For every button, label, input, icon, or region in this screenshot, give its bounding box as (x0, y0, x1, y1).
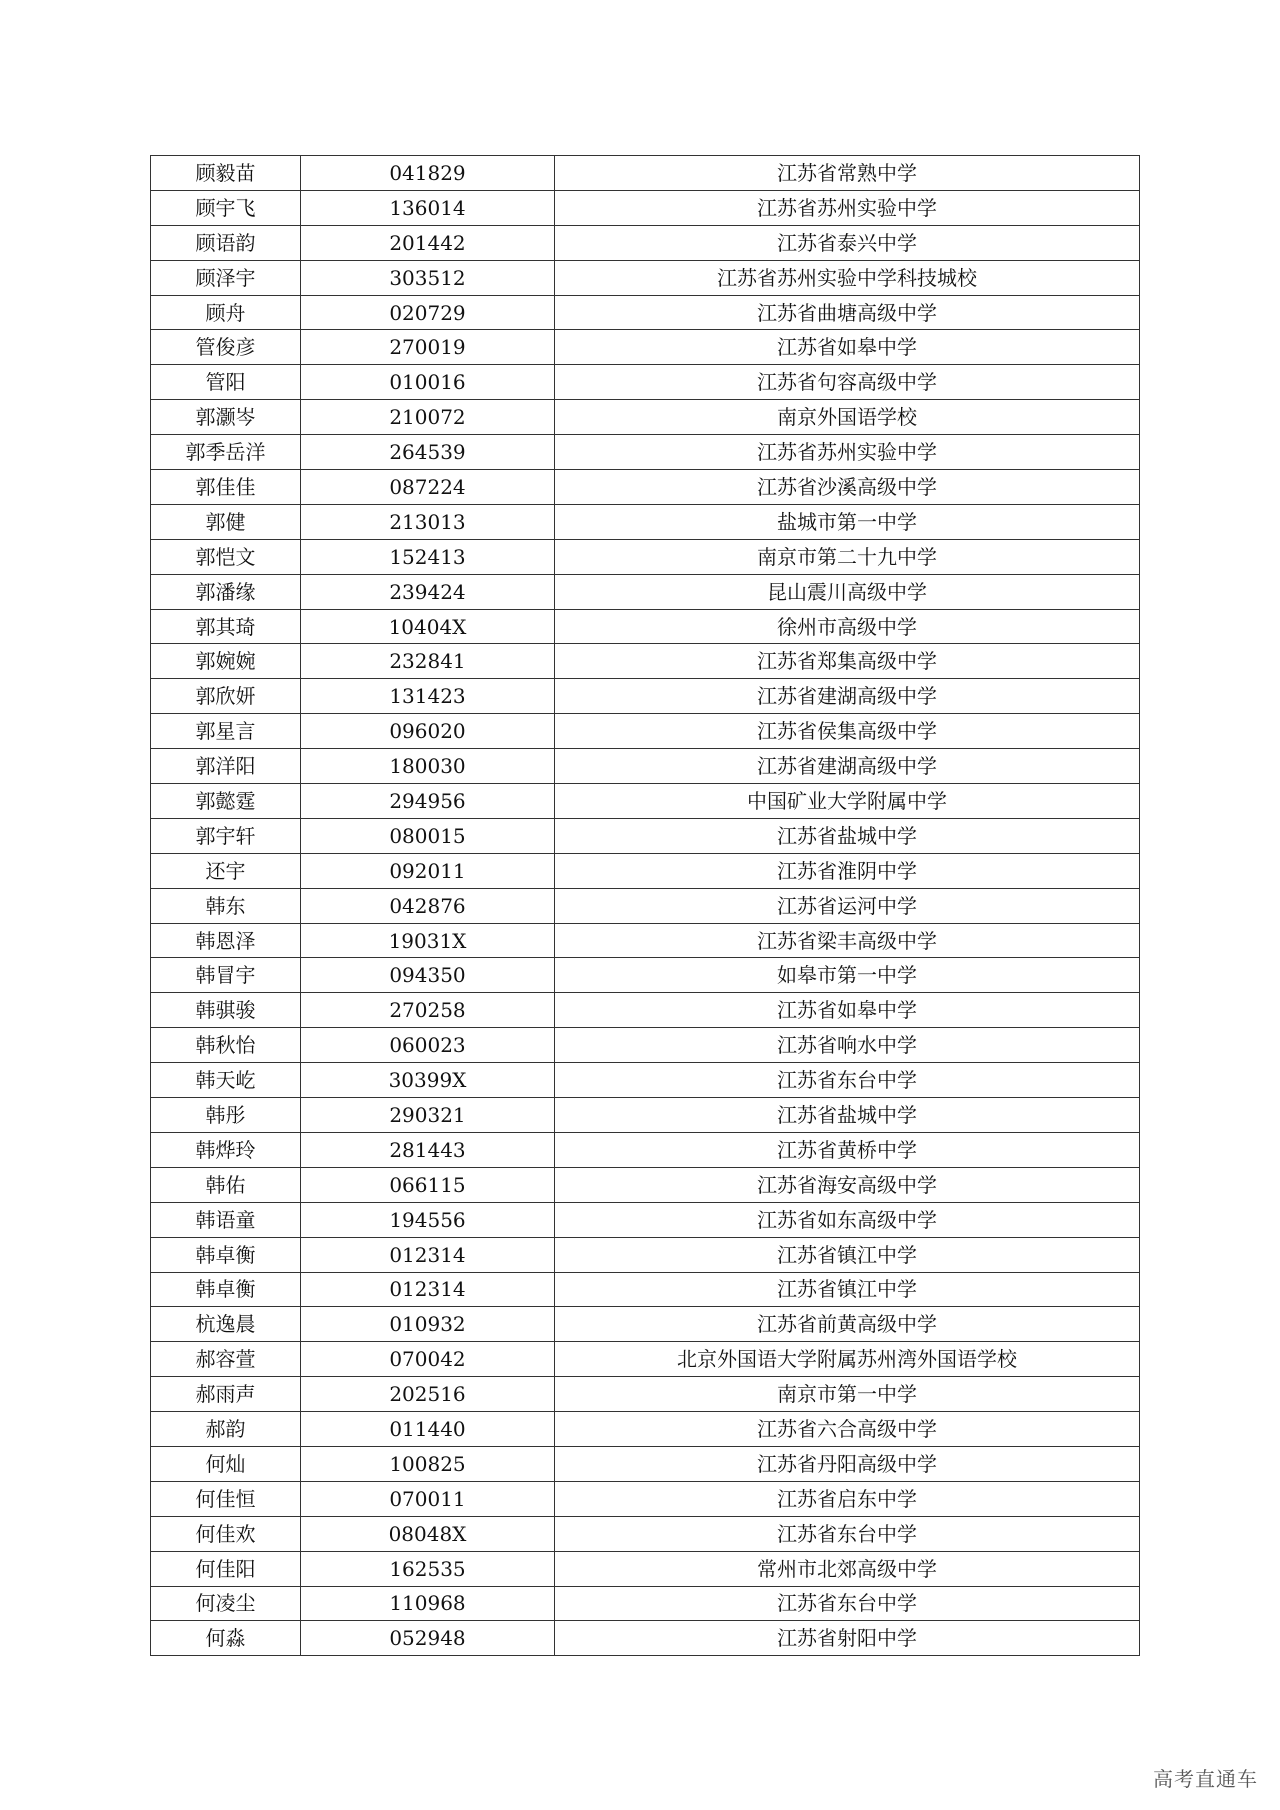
table-row (151, 784, 1140, 819)
school-name-cell: 盐城市第一中学 (555, 504, 1140, 539)
student-name-cell: 顾舟 (151, 295, 301, 330)
student-id-cell: 213013 (301, 504, 555, 539)
student-id-cell: 066115 (301, 1167, 555, 1202)
student-id-cell: 100825 (301, 1446, 555, 1481)
school-name-cell: 江苏省东台中学 (555, 1063, 1140, 1098)
school-name-cell: 江苏省六合高级中学 (555, 1412, 1140, 1447)
table-row (151, 609, 1140, 644)
school-name-cell: 江苏省射阳中学 (555, 1621, 1140, 1656)
student-id-cell: 152413 (301, 539, 555, 574)
table-row (151, 1377, 1140, 1412)
table-row (151, 260, 1140, 295)
student-name-cell: 管阳 (151, 365, 301, 400)
student-id-cell: 290321 (301, 1098, 555, 1133)
school-name-cell: 江苏省淮阴中学 (555, 853, 1140, 888)
table-row (151, 1516, 1140, 1551)
student-id-cell: 012314 (301, 1272, 555, 1307)
student-name-cell: 韩东 (151, 888, 301, 923)
school-name-cell: 江苏省东台中学 (555, 1586, 1140, 1621)
student-name-cell: 韩烨玲 (151, 1132, 301, 1167)
student-name-cell: 顾宇飞 (151, 190, 301, 225)
student-id-cell: 020729 (301, 295, 555, 330)
table-row (151, 888, 1140, 923)
table-row (151, 539, 1140, 574)
student-id-cell: 303512 (301, 260, 555, 295)
student-name-cell: 韩卓衡 (151, 1272, 301, 1307)
school-name-cell: 江苏省苏州实验中学科技城校 (555, 260, 1140, 295)
student-id-cell: 080015 (301, 818, 555, 853)
table-row (151, 1202, 1140, 1237)
school-name-cell: 江苏省苏州实验中学 (555, 435, 1140, 470)
student-name-cell: 何佳欢 (151, 1516, 301, 1551)
student-name-cell: 郭恺文 (151, 539, 301, 574)
student-id-cell: 281443 (301, 1132, 555, 1167)
student-id-cell: 052948 (301, 1621, 555, 1656)
student-name-cell: 何佳恒 (151, 1481, 301, 1516)
student-id-cell: 131423 (301, 679, 555, 714)
school-name-cell: 江苏省建湖高级中学 (555, 749, 1140, 784)
school-name-cell: 江苏省泰兴中学 (555, 225, 1140, 260)
student-id-cell: 264539 (301, 435, 555, 470)
student-name-cell: 韩佑 (151, 1167, 301, 1202)
student-name-cell: 韩恩泽 (151, 923, 301, 958)
student-name-cell: 还宇 (151, 853, 301, 888)
school-name-cell: 江苏省郑集高级中学 (555, 644, 1140, 679)
school-name-cell: 江苏省启东中学 (555, 1481, 1140, 1516)
table-row (151, 504, 1140, 539)
school-name-cell: 南京外国语学校 (555, 400, 1140, 435)
student-id-cell: 162535 (301, 1551, 555, 1586)
student-name-cell: 郭潘缘 (151, 574, 301, 609)
table-row (151, 714, 1140, 749)
table-body (151, 156, 1140, 1656)
student-name-cell: 郭佳佳 (151, 470, 301, 505)
school-name-cell: 江苏省盐城中学 (555, 818, 1140, 853)
table-row (151, 1481, 1140, 1516)
student-id-cell: 232841 (301, 644, 555, 679)
table-row (151, 1167, 1140, 1202)
student-name-cell: 郭季岳洋 (151, 435, 301, 470)
school-name-cell: 江苏省沙溪高级中学 (555, 470, 1140, 505)
student-id-cell: 270019 (301, 330, 555, 365)
school-name-cell: 江苏省如皋中学 (555, 993, 1140, 1028)
school-name-cell: 江苏省如东高级中学 (555, 1202, 1140, 1237)
student-id-cell: 10404X (301, 609, 555, 644)
student-id-cell: 202516 (301, 1377, 555, 1412)
student-name-cell: 韩卓衡 (151, 1237, 301, 1272)
student-list-table (150, 155, 1140, 1656)
school-name-cell: 江苏省镇江中学 (555, 1272, 1140, 1307)
student-id-cell: 239424 (301, 574, 555, 609)
table-row (151, 156, 1140, 191)
school-name-cell: 南京市第二十九中学 (555, 539, 1140, 574)
table-row (151, 958, 1140, 993)
student-id-cell: 110968 (301, 1586, 555, 1621)
student-id-cell: 136014 (301, 190, 555, 225)
school-name-cell: 江苏省黄桥中学 (555, 1132, 1140, 1167)
student-name-cell: 何灿 (151, 1446, 301, 1481)
student-id-cell: 19031X (301, 923, 555, 958)
table-row (151, 1342, 1140, 1377)
table-row (151, 400, 1140, 435)
table-row (151, 1412, 1140, 1447)
student-id-cell: 070042 (301, 1342, 555, 1377)
school-name-cell: 江苏省响水中学 (555, 1028, 1140, 1063)
student-name-cell: 何凌尘 (151, 1586, 301, 1621)
school-name-cell: 江苏省前黄高级中学 (555, 1307, 1140, 1342)
school-name-cell: 南京市第一中学 (555, 1377, 1140, 1412)
table-row (151, 470, 1140, 505)
student-id-cell: 30399X (301, 1063, 555, 1098)
student-name-cell: 韩天屹 (151, 1063, 301, 1098)
student-name-cell: 韩语童 (151, 1202, 301, 1237)
table-row (151, 644, 1140, 679)
table-row (151, 1272, 1140, 1307)
table-row (151, 225, 1140, 260)
student-name-cell: 郭健 (151, 504, 301, 539)
school-name-cell: 江苏省盐城中学 (555, 1098, 1140, 1133)
school-name-cell: 江苏省丹阳高级中学 (555, 1446, 1140, 1481)
student-name-cell: 郭洋阳 (151, 749, 301, 784)
table-row (151, 1307, 1140, 1342)
student-id-cell: 08048X (301, 1516, 555, 1551)
student-id-cell: 010016 (301, 365, 555, 400)
student-id-cell: 070011 (301, 1481, 555, 1516)
student-id-cell: 041829 (301, 156, 555, 191)
table-row (151, 1446, 1140, 1481)
school-name-cell: 江苏省海安高级中学 (555, 1167, 1140, 1202)
student-id-cell: 060023 (301, 1028, 555, 1063)
table-row (151, 1132, 1140, 1167)
student-name-cell: 郭欣妍 (151, 679, 301, 714)
student-id-cell: 194556 (301, 1202, 555, 1237)
student-name-cell: 郭灏岑 (151, 400, 301, 435)
student-id-cell: 010932 (301, 1307, 555, 1342)
table-row (151, 1098, 1140, 1133)
school-name-cell: 如皋市第一中学 (555, 958, 1140, 993)
table-row (151, 1063, 1140, 1098)
table-row (151, 1028, 1140, 1063)
table-row (151, 1551, 1140, 1586)
student-name-cell: 顾泽宇 (151, 260, 301, 295)
student-id-cell: 042876 (301, 888, 555, 923)
school-name-cell: 江苏省曲塘高级中学 (555, 295, 1140, 330)
school-name-cell: 徐州市高级中学 (555, 609, 1140, 644)
student-name-cell: 郭宇轩 (151, 818, 301, 853)
student-name-cell: 郝容萱 (151, 1342, 301, 1377)
student-name-cell: 管俊彦 (151, 330, 301, 365)
school-name-cell: 江苏省镇江中学 (555, 1237, 1140, 1272)
watermark-text: 高考直通车 (1153, 1767, 1258, 1791)
student-id-cell: 094350 (301, 958, 555, 993)
school-name-cell: 江苏省苏州实验中学 (555, 190, 1140, 225)
table-row (151, 295, 1140, 330)
student-id-cell: 092011 (301, 853, 555, 888)
student-name-cell: 韩骐骏 (151, 993, 301, 1028)
school-name-cell: 常州市北郊高级中学 (555, 1551, 1140, 1586)
school-name-cell: 江苏省常熟中学 (555, 156, 1140, 191)
student-name-cell: 郝韵 (151, 1412, 301, 1447)
table-row (151, 679, 1140, 714)
table-row (151, 818, 1140, 853)
table-row (151, 330, 1140, 365)
student-id-cell: 180030 (301, 749, 555, 784)
student-id-cell: 096020 (301, 714, 555, 749)
table-row (151, 923, 1140, 958)
student-id-cell: 011440 (301, 1412, 555, 1447)
table-row (151, 1621, 1140, 1656)
school-name-cell: 江苏省句容高级中学 (555, 365, 1140, 400)
student-name-cell: 郭其琦 (151, 609, 301, 644)
school-name-cell: 江苏省侯集高级中学 (555, 714, 1140, 749)
student-name-cell: 杭逸晨 (151, 1307, 301, 1342)
student-name-cell: 郭婉婉 (151, 644, 301, 679)
student-id-cell: 270258 (301, 993, 555, 1028)
school-name-cell: 昆山震川高级中学 (555, 574, 1140, 609)
student-name-cell: 韩彤 (151, 1098, 301, 1133)
table-row (151, 1586, 1140, 1621)
table-row (151, 749, 1140, 784)
table-row (151, 853, 1140, 888)
student-id-cell: 210072 (301, 400, 555, 435)
student-name-cell: 郝雨声 (151, 1377, 301, 1412)
school-name-cell: 江苏省建湖高级中学 (555, 679, 1140, 714)
school-name-cell: 北京外国语大学附属苏州湾外国语学校 (555, 1342, 1140, 1377)
table-row (151, 435, 1140, 470)
school-name-cell: 江苏省梁丰高级中学 (555, 923, 1140, 958)
school-name-cell: 江苏省东台中学 (555, 1516, 1140, 1551)
student-id-cell: 294956 (301, 784, 555, 819)
student-name-cell: 顾语韵 (151, 225, 301, 260)
school-name-cell: 中国矿业大学附属中学 (555, 784, 1140, 819)
student-name-cell: 郭懿霆 (151, 784, 301, 819)
table-row (151, 1237, 1140, 1272)
student-name-cell: 郭星言 (151, 714, 301, 749)
student-id-cell: 201442 (301, 225, 555, 260)
school-name-cell: 江苏省如皋中学 (555, 330, 1140, 365)
student-name-cell: 韩冒宇 (151, 958, 301, 993)
student-id-cell: 012314 (301, 1237, 555, 1272)
student-id-cell: 087224 (301, 470, 555, 505)
student-name-cell: 韩秋怡 (151, 1028, 301, 1063)
table-row (151, 190, 1140, 225)
table-row (151, 993, 1140, 1028)
table-row (151, 574, 1140, 609)
student-name-cell: 何淼 (151, 1621, 301, 1656)
student-name-cell: 何佳阳 (151, 1551, 301, 1586)
student-name-cell: 顾毅苗 (151, 156, 301, 191)
school-name-cell: 江苏省运河中学 (555, 888, 1140, 923)
table-row (151, 365, 1140, 400)
